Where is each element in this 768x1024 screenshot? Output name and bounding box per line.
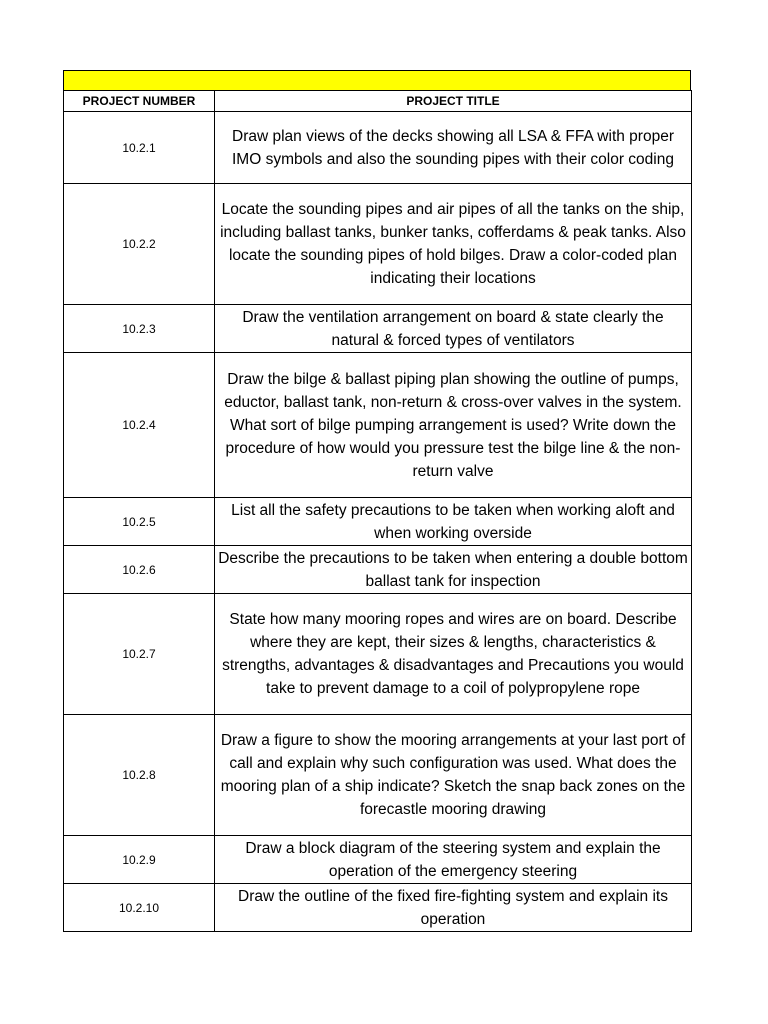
project-title: Draw the ventilation arrangement on board & state clearly the natural & forced types of ventilators [215,305,692,353]
project-title: Draw the outline of the fixed fire-fighting system and explain its operation [215,884,692,932]
project-table [63,90,692,932]
project-title: Draw plan views of the decks showing all LSA & FFA with proper IMO symbols and also the sounding pipes with their color coding [215,112,692,184]
table-row [64,836,692,884]
project-number: 10.2.1 [64,112,215,184]
project-number: 10.2.9 [64,836,215,884]
table-row [64,498,692,546]
header-banner [63,70,691,90]
project-number: 10.2.7 [64,594,215,715]
project-title: Describe the precautions to be taken when entering a double bottom ballast tank for inspection [215,546,692,594]
project-number: 10.2.6 [64,546,215,594]
table-row [64,715,692,836]
project-title: Draw a figure to show the mooring arrangements at your last port of call and explain why such configuration was used. What does the mooring plan of a ship indicate? Sketch the snap back zones on the forecastle mooring drawing [215,715,692,836]
table-row [64,353,692,498]
table-row [64,112,692,184]
table-row [64,546,692,594]
column-header-number: PROJECT NUMBER [64,91,215,112]
column-header-title: PROJECT TITLE [215,91,692,112]
table-row [64,184,692,305]
project-number: 10.2.5 [64,498,215,546]
project-title: State how many mooring ropes and wires are on board. Describe where they are kept, their sizes & lengths, characteristics & strengths, advantages & disadvantages and Precautions you would take to prevent damage to a coil of polypropylene rope [215,594,692,715]
project-sheet [63,70,691,932]
table-row [64,594,692,715]
project-title: Draw the bilge & ballast piping plan showing the outline of pumps, eductor, ballast tank, non-return & cross-over valves in the system. What sort of bilge pumping arrangement is used? Write down the procedure of how would you pressure test the bilge line & the non-return valve [215,353,692,498]
project-number: 10.2.2 [64,184,215,305]
project-number: 10.2.8 [64,715,215,836]
project-title: List all the safety precautions to be taken when working aloft and when working overside [215,498,692,546]
project-title: Locate the sounding pipes and air pipes of all the tanks on the ship, including ballast tanks, bunker tanks, cofferdams & peak tanks. Also locate the sounding pipes of hold bilges. Draw a color-coded plan indicating their locations [215,184,692,305]
table-row [64,305,692,353]
project-number: 10.2.10 [64,884,215,932]
table-header-row [64,91,692,112]
project-number: 10.2.4 [64,353,215,498]
project-title: Draw a block diagram of the steering system and explain the operation of the emergency steering [215,836,692,884]
project-number: 10.2.3 [64,305,215,353]
table-row [64,884,692,932]
